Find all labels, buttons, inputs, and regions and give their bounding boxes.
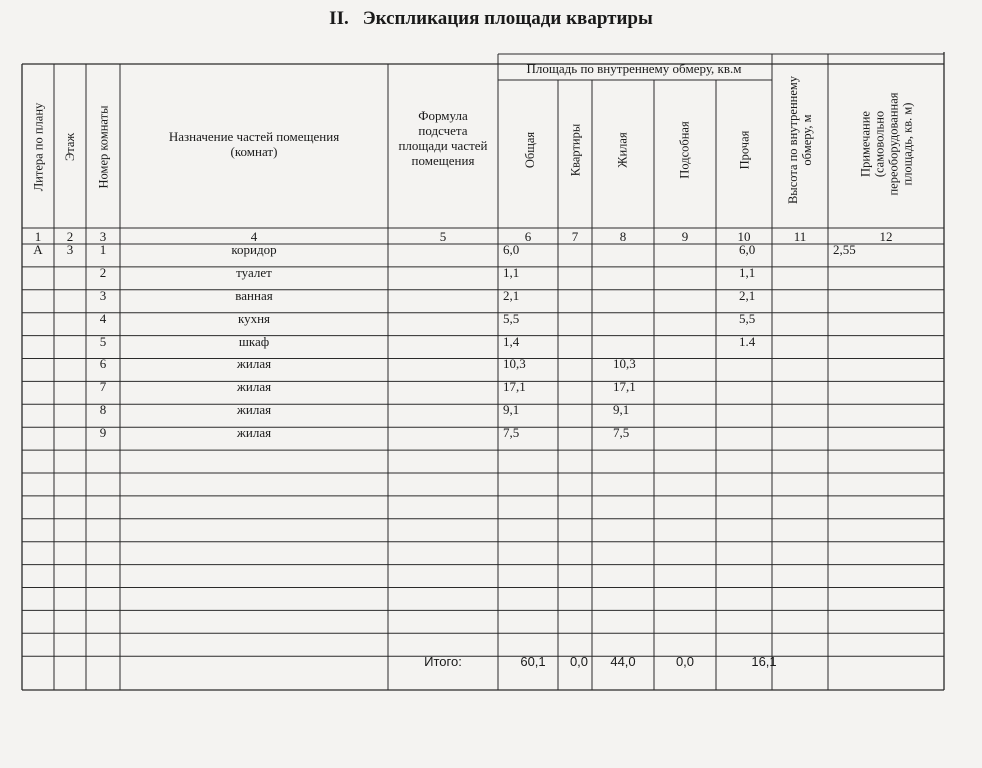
cell-nomer: 9 (99, 425, 107, 441)
cell-prochaya: 1.4 (739, 333, 756, 349)
cell-litera (22, 375, 54, 398)
cell-nomer: 2 (99, 264, 107, 280)
column-number: 4 (250, 228, 258, 244)
cell-vysota (828, 375, 944, 398)
total-obshaya: 60,1 (520, 654, 546, 670)
column-number: 5 (439, 228, 447, 244)
cell-vysota (828, 353, 944, 376)
column-number: 9 (681, 228, 689, 244)
cell-prochaya: 1,1 (739, 264, 756, 280)
cell-litera (22, 421, 54, 444)
cell-litera (22, 261, 54, 284)
cell-obshaya: 5,5 (503, 310, 520, 326)
cell-name: жилая (236, 402, 272, 418)
cell-obshaya: 7,5 (503, 425, 520, 441)
cell-zhilaya (608, 307, 654, 330)
cell-nomer: 6 (99, 356, 107, 372)
cell-vysota (828, 284, 944, 307)
cell-litera (22, 353, 54, 376)
cell-prochaya: 2,1 (739, 287, 756, 303)
cell-prochaya (734, 353, 790, 376)
header-ploshad: Площадь по внутреннему обмеру, кв.м (526, 60, 742, 76)
cell-etazh (54, 307, 86, 330)
cell-zhilaya (608, 261, 654, 284)
cell-prochaya: 6,0 (739, 241, 756, 257)
header-etazh: Этаж (63, 132, 77, 162)
cell-etazh (54, 284, 86, 307)
cell-obshaya: 9,1 (503, 402, 520, 418)
cell-vysota (828, 398, 944, 421)
cell-vysota (828, 421, 944, 444)
section-number: II. (329, 8, 349, 29)
cell-vysota: 2,55 (833, 241, 856, 257)
cell-name: жилая (236, 379, 272, 395)
cell-etazh (54, 261, 86, 284)
header-kvartiry: Квартиры (568, 123, 583, 177)
cell-zhilaya (608, 330, 654, 353)
cell-prochaya: 5,5 (739, 310, 756, 326)
cell-name: жилая (236, 356, 272, 372)
cell-nomer: 7 (99, 379, 107, 395)
cell-name: жилая (236, 425, 272, 441)
cell-nomer: 5 (99, 333, 107, 349)
column-number: 1 (34, 228, 42, 244)
header-naznachenie: Назначение частей помещения (комнат) (168, 129, 340, 159)
column-number: 12 (879, 228, 893, 244)
column-number: 7 (571, 228, 579, 244)
cell-litera (22, 284, 54, 307)
column-number: 10 (737, 228, 751, 244)
cell-zhilaya: 17,1 (613, 379, 636, 395)
cell-zhilaya: 10,3 (613, 356, 636, 372)
cell-zhilaya: 7,5 (613, 425, 630, 441)
cell-litera (22, 307, 54, 330)
header-obshaya: Общая (523, 131, 537, 169)
header-vysota: Высота по внутреннему обмеру, м (786, 75, 815, 205)
cell-etazh (54, 330, 86, 353)
cell-vysota (828, 307, 944, 330)
cell-etazh (54, 353, 86, 376)
header-prochaya: Прочая (736, 130, 751, 170)
total-prochaya: 16,1 (751, 654, 777, 670)
total-zhilaya: 44,0 (610, 654, 636, 670)
cell-zhilaya (608, 238, 654, 261)
header-zhilaya: Жилая (616, 132, 630, 168)
cell-etazh: 3 (66, 241, 74, 257)
cell-etazh (54, 398, 86, 421)
cell-nomer: 3 (99, 287, 107, 303)
cell-etazh (54, 421, 86, 444)
cell-name: коридор (231, 241, 277, 257)
totals-label: Итого: (424, 654, 462, 670)
column-number: 8 (619, 228, 627, 244)
cell-obshaya: 1,1 (503, 264, 520, 280)
total-podsobnaya: 0,0 (675, 654, 695, 670)
section-title: Экспликация площади квартиры (362, 8, 653, 29)
header-litera: Литера по плану (31, 102, 45, 192)
header-formula: Формула подсчета площади частей помещения (398, 108, 488, 168)
cell-etazh (54, 375, 86, 398)
cell-nomer: 4 (99, 310, 107, 326)
cell-zhilaya: 9,1 (613, 402, 630, 418)
total-kvartiry: 0,0 (569, 654, 589, 670)
header-podsobnaya: Подсобная (677, 121, 692, 179)
column-number: 3 (99, 228, 107, 244)
cell-obshaya: 2,1 (503, 287, 520, 303)
cell-name: кухня (237, 310, 271, 326)
cell-nomer: 8 (99, 402, 107, 418)
cell-nomer: 1 (99, 241, 107, 257)
cell-name: ванная (235, 287, 273, 303)
cell-name: шкаф (238, 333, 270, 349)
cell-name: туалет (236, 264, 272, 280)
cell-zhilaya (608, 284, 654, 307)
cell-litera (22, 330, 54, 353)
cell-prochaya (734, 398, 790, 421)
cell-vysota (828, 330, 944, 353)
header-nomer: Номер комнаты (96, 105, 111, 189)
cell-prochaya (734, 375, 790, 398)
cell-litera: А (33, 241, 43, 257)
cell-prochaya (734, 421, 790, 444)
cell-obshaya: 17,1 (503, 379, 526, 395)
cell-obshaya: 1,4 (503, 333, 520, 349)
column-number: 2 (66, 228, 74, 244)
column-number: 6 (524, 228, 532, 244)
header-primechanie: Примечание (самовольно переоборудованная площадь, кв. м) (858, 92, 915, 196)
column-number: 11 (793, 228, 807, 244)
cell-obshaya: 10,3 (503, 356, 526, 372)
cell-obshaya: 6,0 (503, 241, 520, 257)
cell-vysota (828, 261, 944, 284)
cell-litera (22, 398, 54, 421)
